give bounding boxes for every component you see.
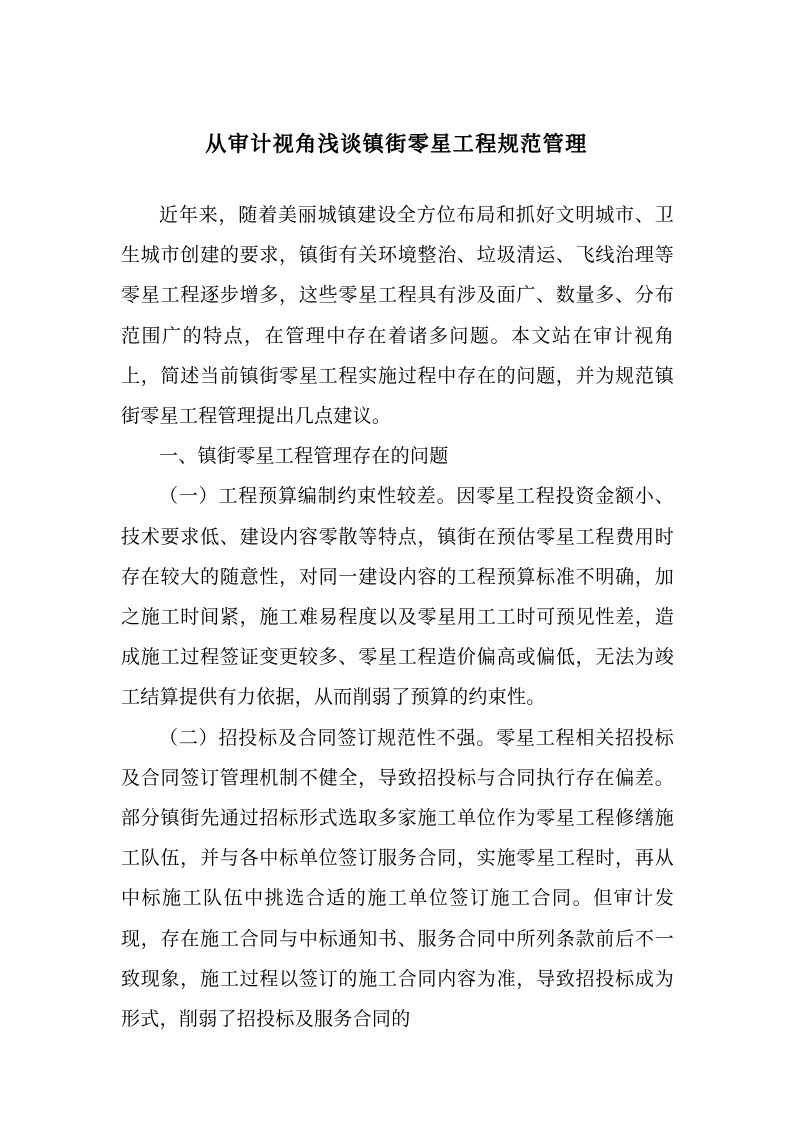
paragraph-intro: 近年来，随着美丽城镇建设全方位布局和抓好文明城市、卫生城市创建的要求，镇街有关环境整治、垃圾清运、飞线治理等零星工程逐步增多，这些零星工程具有涉及面广、数量多、分布范围广的特点，在管理中存在着诸多问题。本文站在审计视角上，简述当前镇街零星工程实施过程中存在的问题，并为规范镇街零星工程管理提出几点建议。 xyxy=(121,204,674,428)
document-body xyxy=(121,195,674,1039)
section-heading-problems: 一、镇街零星工程管理存在的问题 xyxy=(159,445,449,468)
paragraph-budget: （一）工程预算编制约束性较差。因零星工程投资金额小、技术要求低、建设内容零散等特点，镇街在预估零星工程费用时存在较大的随意性，对同一建设内容的工程预算标准不明确，加之施工时间紧，施工难易程度以及零星用工工时可预见性差，造成施工过程签证变更较多、零星工程造价偏高或偏低，无法为竣工结算提供有力依据，从而削弱了预算的约束性。 xyxy=(121,485,674,709)
paragraph-bidding: （二）招投标及合同签订规范性不强。零星工程相关招投标及合同签订管理机制不健全，导致招投标与合同执行存在偏差。部分镇街先通过招标形式选取多家施工单位作为零星工程修缮施工队伍，并与各中标单位签订服务合同，实施零星工程时，再从中标施工队伍中挑选合适的施工单位签订施工合同。但审计发现，存在施工合同与中标通知书、服务合同中所列条款前后不一致现象，施工过程以签订的施工合同内容为准，导致招投标成为形式，削弱了招投标及服务合同的 xyxy=(121,726,674,1031)
document-title: 从审计视角浅谈镇街零星工程规范管理 xyxy=(205,132,588,156)
